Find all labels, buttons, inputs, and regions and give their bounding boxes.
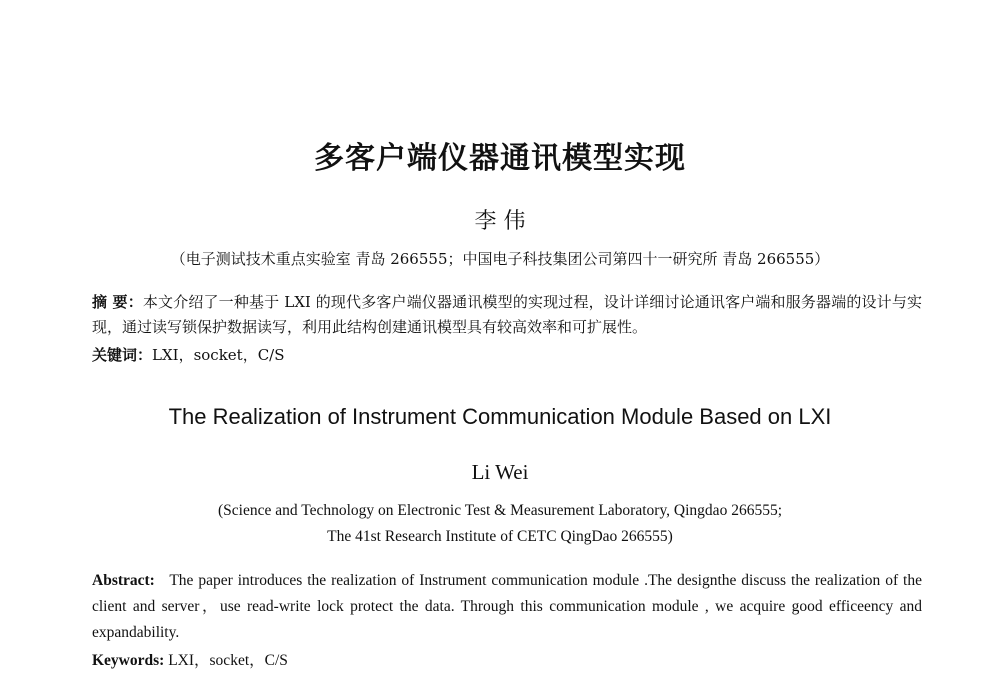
english-affiliation-line1: (Science and Technology on Electronic Test & Measurement Laboratory, Qingdao 266555; <box>218 502 782 519</box>
english-abstract <box>92 568 922 646</box>
chinese-keywords-label: 关键词： <box>92 346 153 364</box>
english-keywords-text: LXI，socket，C/S <box>168 652 288 669</box>
english-affiliation-line2: The 41st Research Institute of CETC QingDao 266555) <box>327 528 673 545</box>
chinese-abstract <box>92 290 922 340</box>
chinese-title: 多客户端仪器通讯模型实现 <box>314 141 686 176</box>
chinese-affiliation: （电子测试技术重点实验室 青岛 266555；中国电子科技集团公司第四十一研究所 青岛 266555） <box>170 250 830 268</box>
chinese-keywords-text: LXI，socket，C/S <box>152 346 285 364</box>
english-keywords-label: Keywords: <box>92 652 165 669</box>
english-affiliation <box>0 498 1000 550</box>
chinese-abstract-text: 本文介绍了一种基于 LXI 的现代多客户端仪器通讯模型的实现过程，设计详细讨论通讯客户端和服务器端的设计与实现，通过读写锁保护数据读写，利用此结构创建通讯模型具有较高效率和可扩展性。 <box>92 293 922 336</box>
chinese-author: 李 伟 <box>474 209 526 234</box>
chinese-abstract-label: 摘 要： <box>92 293 143 311</box>
english-keywords <box>92 648 288 670</box>
chinese-keywords <box>92 344 285 365</box>
english-title: The Realization of Instrument Communication Module Based on LXI <box>168 404 832 429</box>
english-abstract-text: The paper introduces the realization of Instrument communication module .The designthe discuss the realization of the client and server，use read-write lock protect the data. Through this communication module , we acquire good efficeency and expandability. <box>92 572 922 641</box>
english-author: Li Wei <box>471 460 529 484</box>
english-abstract-label: Abstract: <box>92 572 155 589</box>
